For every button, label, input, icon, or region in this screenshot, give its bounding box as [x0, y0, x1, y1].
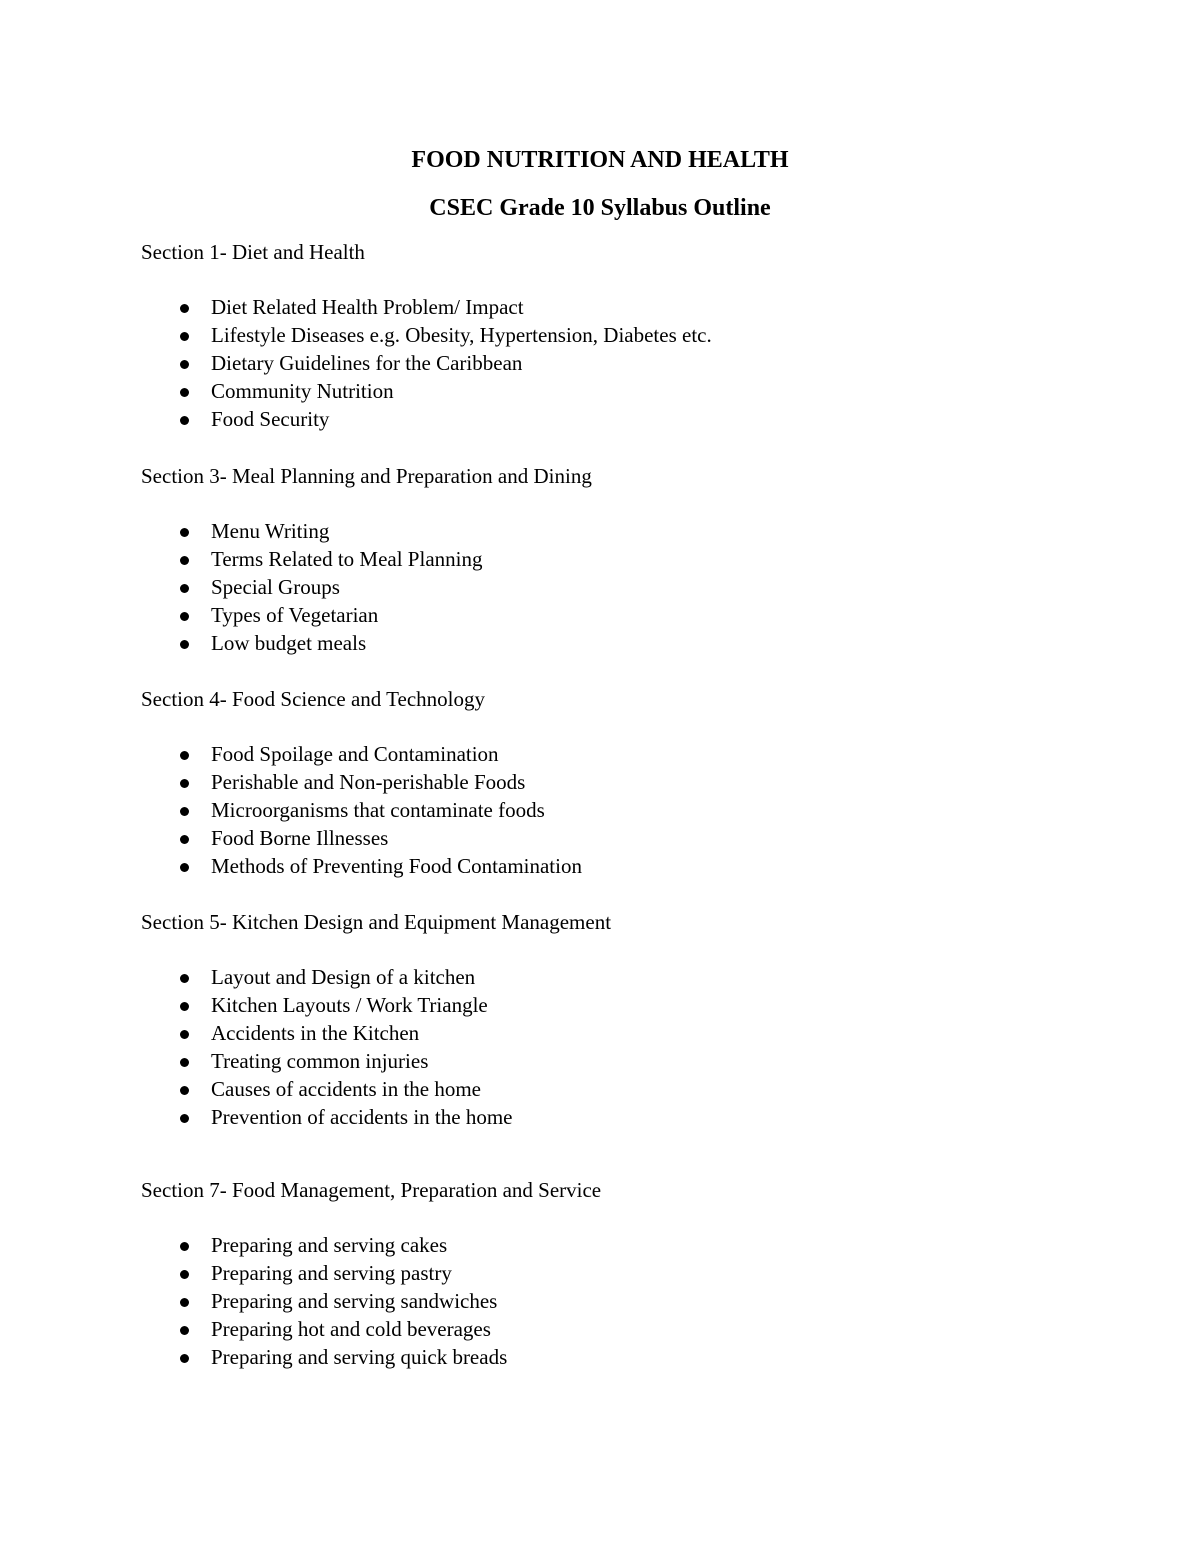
list-item	[141, 1344, 1141, 1372]
document-title: FOOD NUTRITION AND HEALTH	[411, 147, 789, 173]
bullet-icon	[180, 974, 189, 983]
list-item-text: Layout and Design of a kitchen	[211, 965, 476, 989]
list-item-text: Prevention of accidents in the home	[211, 1104, 513, 1129]
list-item	[141, 378, 1141, 406]
bullet-icon	[180, 556, 189, 565]
list-item-text: Menu Writing	[211, 519, 330, 543]
list-item	[141, 992, 1141, 1020]
list-item-text: Diet Related Health Problem/ Impact	[211, 295, 524, 319]
list-item-text: Perishable and Non-perishable Foods	[211, 769, 526, 794]
section-item-list	[141, 741, 1141, 881]
bullet-icon	[180, 779, 189, 788]
list-item	[141, 406, 1141, 434]
list-item	[141, 797, 1141, 825]
list-item	[141, 853, 1141, 881]
list-item	[141, 1076, 1141, 1104]
list-item-text: Preparing and serving pastry	[211, 1260, 452, 1285]
list-item-text: Low budget meals	[211, 630, 367, 655]
bullet-icon	[180, 360, 189, 369]
bullet-icon	[180, 1002, 189, 1011]
section-3	[141, 462, 1141, 658]
list-item-text: Preparing and serving cakes	[211, 1233, 448, 1257]
bullet-icon	[180, 863, 189, 872]
list-item	[141, 964, 1141, 992]
list-item	[141, 350, 1141, 378]
section-1	[141, 238, 1141, 434]
list-item	[141, 322, 1141, 350]
bullet-icon	[180, 1326, 189, 1335]
list-item-text: Preparing and serving sandwiches	[211, 1288, 498, 1313]
section-5	[141, 908, 1141, 1131]
list-item	[141, 769, 1141, 797]
list-item-text: Microorganisms that contaminate foods	[211, 797, 545, 822]
section-heading: Section 4- Food Science and Technology	[141, 687, 485, 711]
section-item-list	[141, 518, 1141, 658]
bullet-icon	[180, 640, 189, 649]
list-item	[141, 1316, 1141, 1344]
list-item	[141, 546, 1141, 574]
list-item-text: Food Spoilage and Contamination	[211, 742, 499, 766]
section-item-list	[141, 964, 1141, 1131]
list-item-text: Treating common injuries	[211, 1048, 429, 1073]
bullet-icon	[180, 1058, 189, 1067]
bullet-icon	[180, 612, 189, 621]
bullet-icon	[180, 1114, 189, 1123]
bullet-icon	[180, 304, 189, 313]
section-heading: Section 3- Meal Planning and Preparation and Dining	[141, 464, 592, 488]
list-item	[141, 518, 1141, 546]
section-7	[141, 1176, 1141, 1372]
section-4	[141, 685, 1141, 881]
list-item-text: Food Borne Illnesses	[211, 825, 389, 850]
section-heading: Section 7- Food Management, Preparation and Service	[141, 1178, 602, 1202]
list-item	[141, 630, 1141, 658]
bullet-icon	[180, 528, 189, 537]
list-item-text: Preparing hot and cold beverages	[211, 1316, 491, 1341]
bullet-icon	[180, 1086, 189, 1095]
bullet-icon	[180, 332, 189, 341]
section-item-list	[141, 1232, 1141, 1372]
list-item	[141, 1260, 1141, 1288]
bullet-icon	[180, 416, 189, 425]
bullet-icon	[180, 1242, 189, 1251]
section-item-list	[141, 294, 1141, 434]
list-item	[141, 1048, 1141, 1076]
list-item	[141, 574, 1141, 602]
bullet-icon	[180, 1354, 189, 1363]
bullet-icon	[180, 584, 189, 593]
list-item	[141, 1288, 1141, 1316]
list-item-text: Accidents in the Kitchen	[211, 1020, 420, 1045]
bullet-icon	[180, 835, 189, 844]
list-item	[141, 825, 1141, 853]
bullet-icon	[180, 751, 189, 760]
list-item	[141, 741, 1141, 769]
list-item-text: Causes of accidents in the home	[211, 1076, 482, 1101]
bullet-icon	[180, 1298, 189, 1307]
bullet-icon	[180, 1030, 189, 1039]
list-item	[141, 1104, 1141, 1132]
list-item-text: Types of Vegetarian	[211, 602, 379, 627]
section-heading: Section 5- Kitchen Design and Equipment Management	[141, 910, 612, 934]
list-item-text: Methods of Preventing Food Contamination	[211, 853, 582, 878]
list-item-text: Special Groups	[211, 574, 340, 599]
list-item-text: Food Security	[211, 406, 330, 431]
list-item	[141, 1020, 1141, 1048]
list-item-text: Kitchen Layouts / Work Triangle	[211, 992, 488, 1017]
bullet-icon	[180, 388, 189, 397]
list-item	[141, 602, 1141, 630]
document-subtitle: CSEC Grade 10 Syllabus Outline	[429, 195, 771, 221]
list-item-text: Terms Related to Meal Planning	[211, 546, 483, 571]
list-item-text: Dietary Guidelines for the Caribbean	[211, 350, 523, 375]
bullet-icon	[180, 807, 189, 816]
list-item-text: Lifestyle Diseases e.g. Obesity, Hypertension, Diabetes etc.	[211, 322, 712, 347]
bullet-icon	[180, 1270, 189, 1279]
list-item	[141, 294, 1141, 322]
list-item	[141, 1232, 1141, 1260]
list-item-text: Preparing and serving quick breads	[211, 1344, 508, 1369]
list-item-text: Community Nutrition	[211, 378, 394, 403]
section-heading: Section 1- Diet and Health	[141, 240, 365, 264]
